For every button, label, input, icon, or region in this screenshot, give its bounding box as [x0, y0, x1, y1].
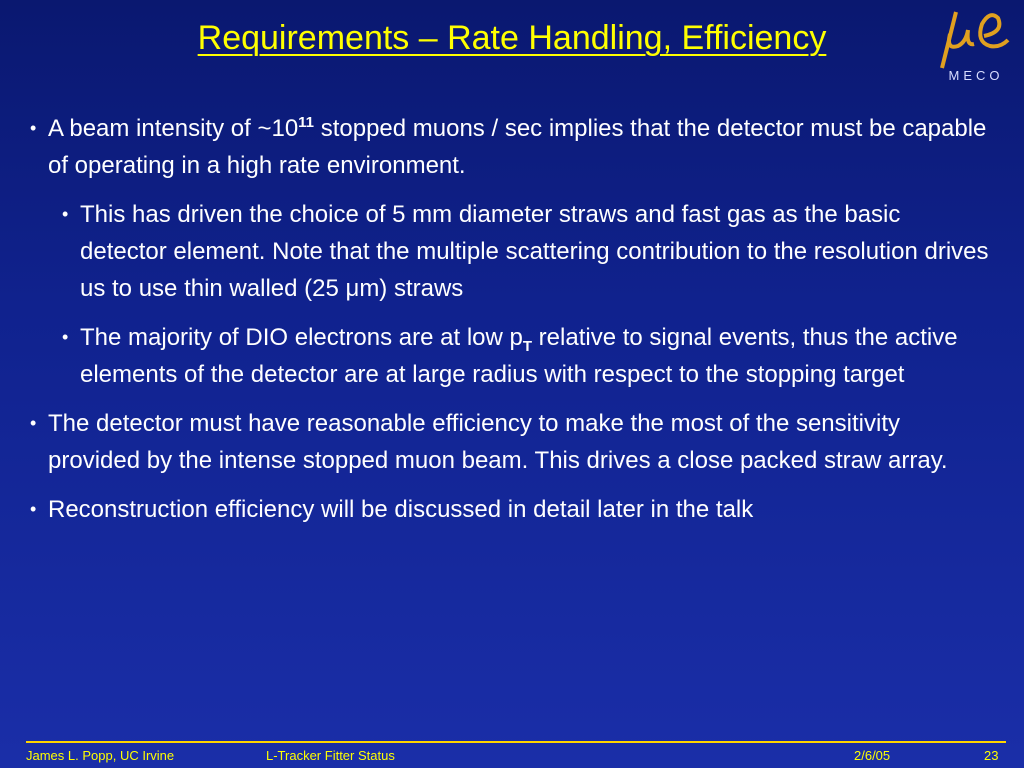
subbullet-dio-electrons	[62, 319, 990, 393]
bullet-dot: •	[30, 413, 37, 433]
bullet-efficiency	[30, 405, 990, 479]
bullet-superscript: 11	[298, 114, 315, 131]
bullet-dot: •	[30, 499, 37, 519]
bullet-text: Reconstruction efficiency will be discussed in detail later in the talk	[48, 496, 754, 523]
mu-e-logo-icon	[932, 2, 1020, 72]
bullet-beam-intensity	[30, 110, 990, 184]
bullet-text: The detector must have reasonable efficiency to make the most of the sensitivity provided by the intense stopped muon beam. This drives a close packed straw array.	[48, 410, 948, 474]
bullet-dot: •	[30, 118, 37, 138]
bullet-dot: •	[62, 327, 69, 347]
bullet-text: This has driven the choice of 5 mm diameter straws and fast gas as the basic detector element. Note that the multiple scattering contribution to the resolution drives us to use thin walled (25 μm) straws	[80, 201, 989, 302]
bullet-text-post: relative to signal events, thus the active elements of the detector are at large radius with respect to the stopping target	[80, 324, 958, 388]
bullet-text-pre: The majority of DIO electrons are at low p	[80, 324, 523, 351]
slide-content	[30, 110, 990, 540]
logo-text: MECO	[948, 68, 1004, 83]
slide-title: Requirements – Rate Handling, Efficiency	[197, 19, 827, 57]
bullet-text-pre: A beam intensity of ~10	[48, 115, 299, 142]
meco-logo	[932, 2, 1020, 92]
subbullet-straws	[62, 196, 990, 307]
footer-talk-title: L-Tracker Fitter Status	[266, 748, 395, 763]
bullet-text-post: stopped muons / sec implies that the detector must be capable of operating in a high rate environment.	[48, 115, 987, 179]
bullet-subscript: T	[522, 337, 533, 355]
bullet-reconstruction	[30, 491, 990, 528]
bullet-dot: •	[62, 204, 69, 224]
footer-author: James L. Popp, UC Irvine	[26, 748, 175, 763]
footer-page-number: 23	[984, 748, 999, 763]
footer-date: 2/6/05	[854, 748, 891, 763]
footer-divider	[26, 741, 1006, 743]
